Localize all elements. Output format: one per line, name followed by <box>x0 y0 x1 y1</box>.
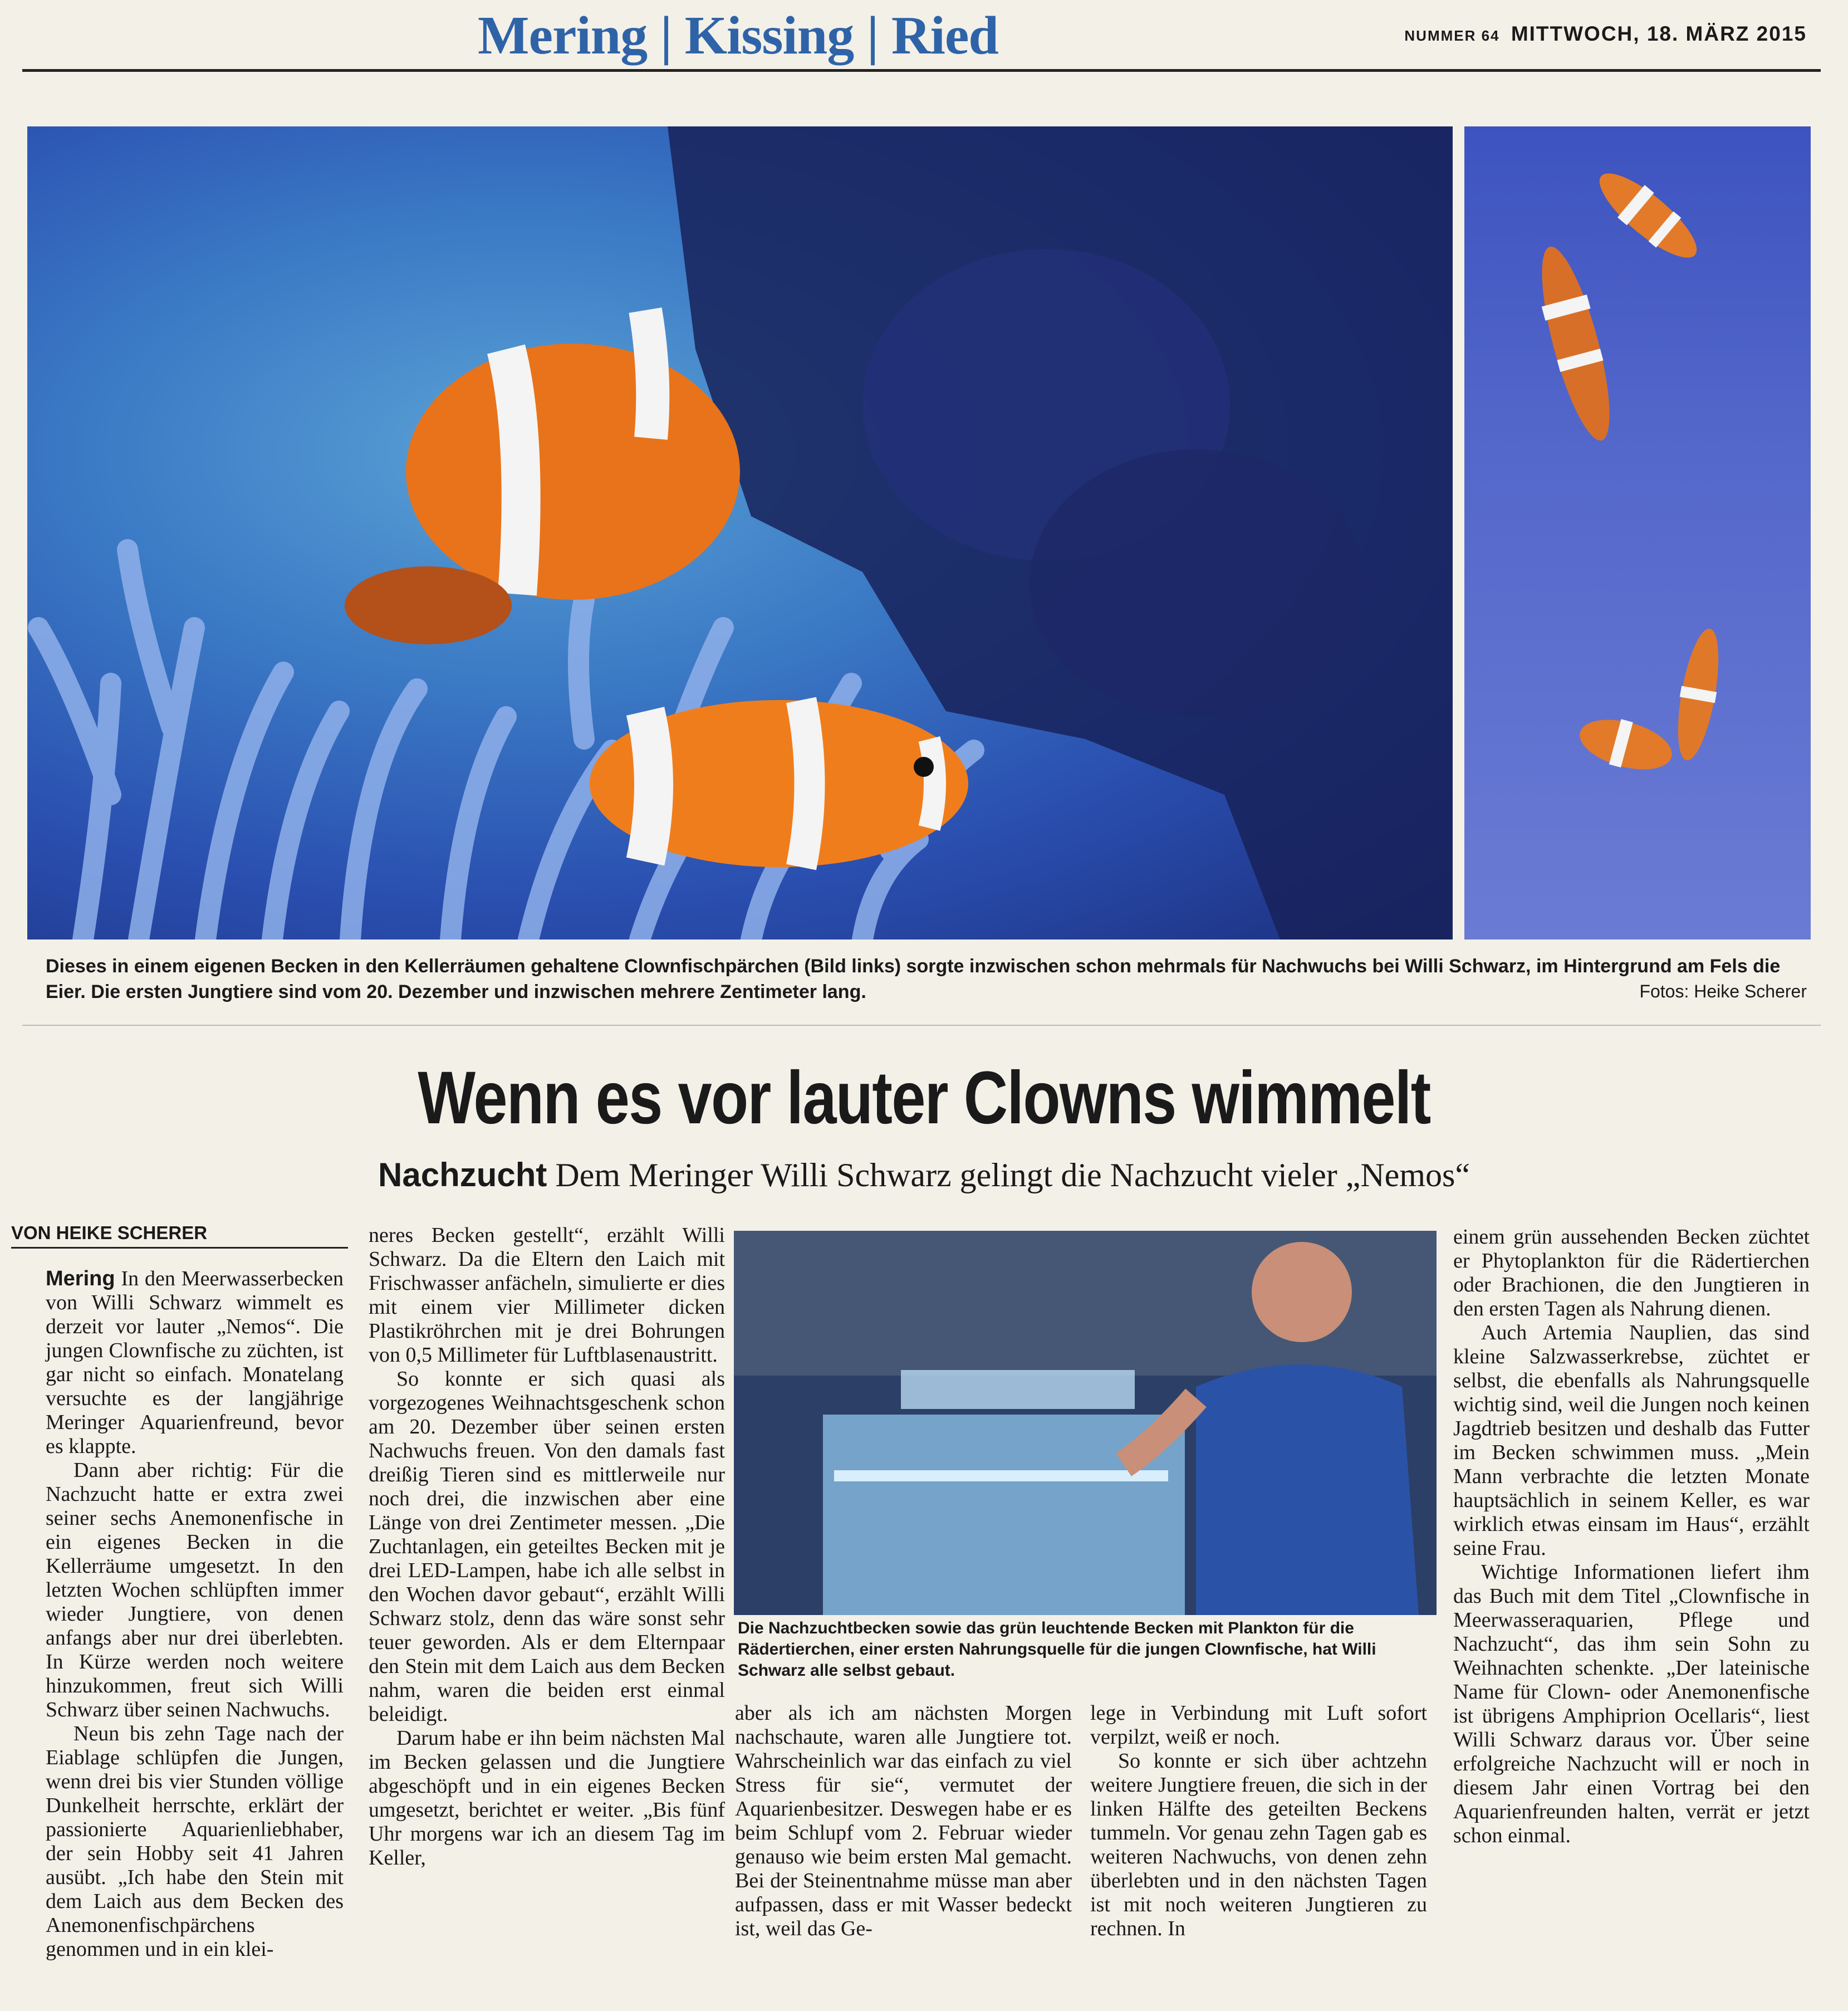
paragraph: Auch Artemia Nauplien, das sind kleine Salzwasserkrebse, züchtet er selbst, die ebenfalls als Nahrungsquelle wichtig sind, weil die Jungen noch keinen Jagdtrieb besitzen und deshalb das Futter im Becken schwimmen muss. „Mein Mann verbrachte die letzten Monate hauptsächlich in seinem Keller, es war wirklich etwas einsam im Haus“, erzählt seine Frau. <box>1453 1321 1810 1560</box>
header-rule <box>22 69 1821 72</box>
dateline: Mering <box>46 1267 115 1290</box>
issue-number: NUMMER 64 <box>1404 27 1500 44</box>
photo-caption: Dieses in einem eigenen Becken in den Kellerräumen gehaltene Clownfischpärchen (Bild links) sorgte inzwischen schon mehrmals für Nachwuchs bei Willi Schwarz, im Hintergrund am Fels die Eier. Die ersten Jungtiere sind vom 20. Dezember und inzwischen mehrere Zentimeter lang. <box>46 956 1781 1002</box>
paragraph: So konnte er sich über achtzehn weitere Jungtiere freuen, die sich in der linken Hälfte des geteilten Beckens tummeln. Vor genau zehn Tagen gab es weiteren Nachwuchs, von denen zehn überlebten und in den nächsten Tagen ist mit noch weiteren Jungtieren zu rechnen. In <box>1090 1749 1427 1940</box>
article-column-4 <box>1090 1701 1427 1941</box>
paragraph <box>46 1267 344 1459</box>
byline: VON HEIKE SCHERER <box>11 1222 348 1249</box>
paragraph: lege in Verbindung mit Luft sofort verpilzt, weiß er noch. <box>1090 1701 1427 1749</box>
paragraph: Dann aber richtig: Für die Nachzucht hatte er extra zwei seiner sechs Anemonenfische in ein eigenes Becken in die Kellerräume umgesetzt. In den letzten Wochen schlüpften immer wieder Jungtiere, von denen anfangs aber nur drei überlebten. In Kürze werden noch weitere hinzukommen, freut sich Willi Schwarz über seinen Nachwuchs. <box>46 1459 344 1721</box>
juvenile-clownfish-photo <box>1464 126 1811 940</box>
paragraph: neres Becken gestellt“, erzählt Willi Schwarz. Da die Eltern den Laich mit Frischwasser anfächeln, simulierte er dies mit einem vier Millimeter dicken Plastikröhrchen mit je drei Bohrungen von 0,5 Millimeter für Luftblasenaustritt. <box>369 1224 725 1367</box>
headline: Wenn es vor lauter Clowns wimmelt <box>418 1056 1430 1139</box>
paragraph: Neun bis zehn Tage nach der Eiablage schlüpfen die Jungen, wenn drei bis vier Stunden völlige Dunkelheit herrschte, erklärt der passionierte Aquarienliebhaber, der sein Hobby seit 41 Jahren ausübt. „Ich habe den Stein mit dem Laich aus dem Becken des Anemonenfischpärchens genommen und in ein klei- <box>46 1722 344 1961</box>
issue-date: MITTWOCH, 18. MÄRZ 2015 <box>1511 22 1807 45</box>
breeding-tanks-photo <box>734 1231 1437 1615</box>
subheadline-text: Dem Meringer Willi Schwarz gelingt die Nachzucht vieler „Nemos“ <box>555 1157 1470 1193</box>
issue-line <box>1404 22 1807 46</box>
subheadline <box>0 1156 1848 1195</box>
paragraph-text: In den Meerwasserbecken von Willi Schwarz wimmelt es derzeit vor lauter „Nemos“. Die jungen Clownfische zu züchten, ist gar nicht so einfach. Monatelang versuchte es der langjährige Meringer Aquarienfreund, bevor es klappte. <box>46 1267 344 1458</box>
clownfish-pair-photo <box>27 126 1453 940</box>
article-column-1 <box>46 1267 344 1961</box>
breeding-tanks-caption: Die Nachzuchtbecken sowie das grün leuchtende Becken mit Plankton für die Rädertierchen, einer ersten Nahrungsquelle für die jungen Clownfische, hat Willi Schwarz alle selbst gebaut. <box>738 1619 1376 1680</box>
paragraph: Wichtige Informationen liefert ihm das Buch mit dem Titel „Clownfische in Meerwasseraquarien, Pflege und Nachzucht“, das ihm sein Sohn zu Weihnachten schenkte. „Der lateinische Name für Clown- oder Anemonenfische ist übrigens Amphiprion Ocellaris“, liest Willi Schwarz daraus vor. Über seine erfolgreiche Nachzucht will er noch in diesem Jahr einen Vortrag bei den Aquarienfreunden halten, verrät er jetzt schon einmal. <box>1453 1560 1810 1847</box>
paragraph: einem grün aussehenden Becken züchtet er Phytoplankton für die Rädertierchen oder Brachionen, die den Jungtieren in den ersten Tagen als Nahrung dienen. <box>1453 1225 1810 1320</box>
section-masthead: Mering | Kissing | Ried <box>478 6 998 66</box>
caption-rule <box>22 1025 1821 1026</box>
photo-credit: Fotos: Heike Scherer <box>1639 981 1807 1001</box>
paragraph: Darum habe er ihn beim nächsten Mal im Becken gelassen und die Jungtiere abgeschöpft und in ein eigenes Becken umgesetzt, berichtet er weiter. „Bis fünf Uhr morgens war ich an diesem Tag im Keller, <box>369 1726 725 1870</box>
article-column-5 <box>1453 1225 1810 1848</box>
subheadline-kicker: Nachzucht <box>378 1156 547 1193</box>
paragraph: aber als ich am nächsten Morgen nachschaute, waren alle Jungtiere tot. Wahrscheinlich war das einfach zu viel Stress für sie“, vermutet der Aquarienbesitzer. Deswegen habe er es beim Schlupf vom 2. Februar wieder genauso wie beim ersten Mal gemacht. Bei der Steinentnahme müsse man aber aufpassen, dass er mit Wasser bedeckt ist, weil das Ge- <box>735 1701 1072 1940</box>
article-column-2 <box>369 1224 725 1870</box>
paragraph: So konnte er sich quasi als vorgezogenes Weihnachtsgeschenk schon am 20. Dezember über seinen ersten Nachwuchs freuen. Von den damals fast dreißig Tieren sind es mittlerweile nur noch drei, die inzwischen aber eine Länge von drei Zentimeter messen. „Die Zuchtanlagen, ein geteiltes Becken mit je drei LED-Lampen, habe ich alle selbst in den Wochen davor gebaut“, erzählt Willi Schwarz stolz, denn das wäre sonst sehr teuer geworden. Als er dem Elternpaar den Stein mit dem Laich aus dem Becken nahm, waren die beiden erst einmal beleidigt. <box>369 1367 725 1726</box>
article-column-3 <box>735 1701 1072 1941</box>
